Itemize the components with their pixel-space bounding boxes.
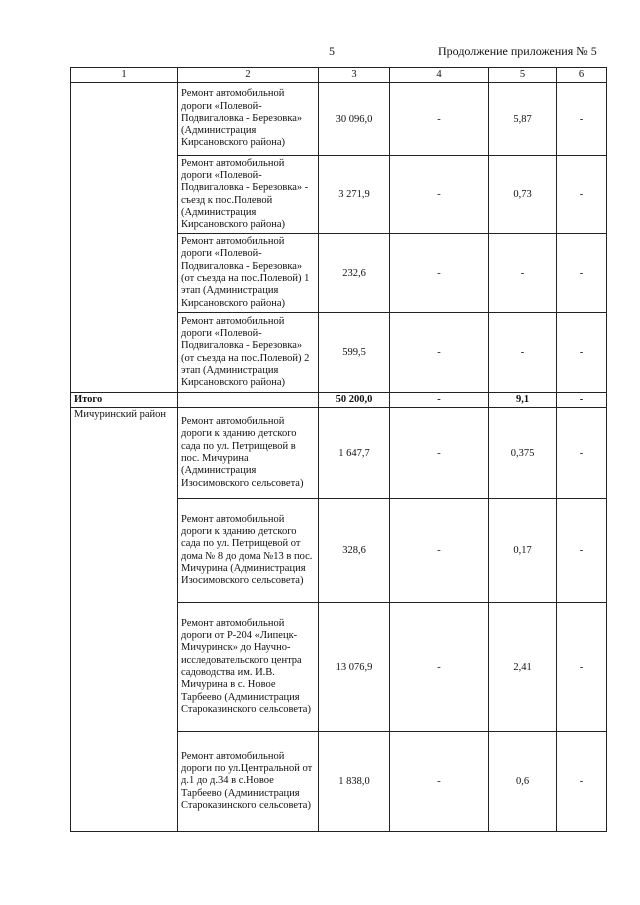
col5-cell: 0,17 xyxy=(489,499,557,603)
col5-cell: 0,375 xyxy=(489,408,557,499)
object-name: Ремонт автомобильной дороги «Полевой-Подвигаловка - Березовка» (от съезда на пос.Полевой) 2 этап (Администрация Кирсановского района) xyxy=(178,313,319,393)
column-header: 6 xyxy=(557,68,607,83)
total-col5: 9,1 xyxy=(489,393,557,408)
amount-cell: 30 096,0 xyxy=(319,83,390,156)
col6-cell: - xyxy=(557,499,607,603)
total-col6: - xyxy=(557,393,607,408)
object-name: Ремонт автомобильной дороги «Полевой-Подвигаловка - Березовка» (Администрация Кирсановского района) xyxy=(178,83,319,156)
district-cell-empty xyxy=(71,83,178,393)
amount-cell: 232,6 xyxy=(319,234,390,313)
col6-cell: - xyxy=(557,603,607,732)
col4-cell: - xyxy=(390,234,489,313)
data-table xyxy=(70,67,607,832)
object-name: Ремонт автомобильной дороги к зданию детского сада по ул. Петрищевой от дома № 8 до дома №13 в пос. Мичурина (Администрация Изосимовского сельсовета) xyxy=(178,499,319,603)
total-col4: - xyxy=(390,393,489,408)
col4-cell: - xyxy=(390,603,489,732)
col6-cell: - xyxy=(557,408,607,499)
column-header: 2 xyxy=(178,68,319,83)
column-header: 1 xyxy=(71,68,178,83)
col4-cell: - xyxy=(390,732,489,832)
object-name: Ремонт автомобильной дороги от Р-204 «Липецк-Мичуринск» до Научно-исследовательского центра садоводства им. И.В. Мичурина в с. Новое Тарбеево (Администрация Староказинского сельсовета) xyxy=(178,603,319,732)
object-name: Ремонт автомобильной дороги «Полевой-Подвигаловка - Березовка» (от съезда на пос.Полевой) 1 этап (Администрация Кирсановского района) xyxy=(178,234,319,313)
total-amount: 50 200,0 xyxy=(319,393,390,408)
col5-cell: - xyxy=(489,313,557,393)
amount-cell: 1 838,0 xyxy=(319,732,390,832)
column-header: 4 xyxy=(390,68,489,83)
col6-cell: - xyxy=(557,83,607,156)
amount-cell: 3 271,9 xyxy=(319,156,390,234)
col4-cell: - xyxy=(390,313,489,393)
appendix-label: Продолжение приложения № 5 xyxy=(438,44,597,58)
table-row xyxy=(71,408,607,499)
table-row xyxy=(71,83,607,156)
col5-cell: 0,73 xyxy=(489,156,557,234)
amount-cell: 13 076,9 xyxy=(319,603,390,732)
col4-cell: - xyxy=(390,408,489,499)
col6-cell: - xyxy=(557,732,607,832)
object-name: Ремонт автомобильной дороги «Полевой-Подвигаловка - Березовка» - съезд к пос.Полевой (Администрация Кирсановского района) xyxy=(178,156,319,234)
col6-cell: - xyxy=(557,156,607,234)
total-empty xyxy=(178,393,319,408)
column-number-row xyxy=(71,68,607,83)
col5-cell: - xyxy=(489,234,557,313)
column-header: 3 xyxy=(319,68,390,83)
col4-cell: - xyxy=(390,83,489,156)
object-name: Ремонт автомобильной дороги к зданию детского сада по ул. Петрищевой в пос. Мичурина (Администрация Изосимовского сельсовета) xyxy=(178,408,319,499)
col5-cell: 5,87 xyxy=(489,83,557,156)
total-row xyxy=(71,393,607,408)
col6-cell: - xyxy=(557,234,607,313)
col6-cell: - xyxy=(557,313,607,393)
col4-cell: - xyxy=(390,499,489,603)
col4-cell: - xyxy=(390,156,489,234)
col5-cell: 0,6 xyxy=(489,732,557,832)
amount-cell: 599,5 xyxy=(319,313,390,393)
total-label: Итого xyxy=(71,393,178,408)
col5-cell: 2,41 xyxy=(489,603,557,732)
amount-cell: 1 647,7 xyxy=(319,408,390,499)
object-name: Ремонт автомобильной дороги по ул.Центральной от д.1 до д.34 в с.Новое Тарбеево (Администрация Староказинского сельсовета) xyxy=(178,732,319,832)
amount-cell: 328,6 xyxy=(319,499,390,603)
page-number: 5 xyxy=(329,44,335,58)
district-name: Мичуринский район xyxy=(71,408,178,832)
column-header: 5 xyxy=(489,68,557,83)
